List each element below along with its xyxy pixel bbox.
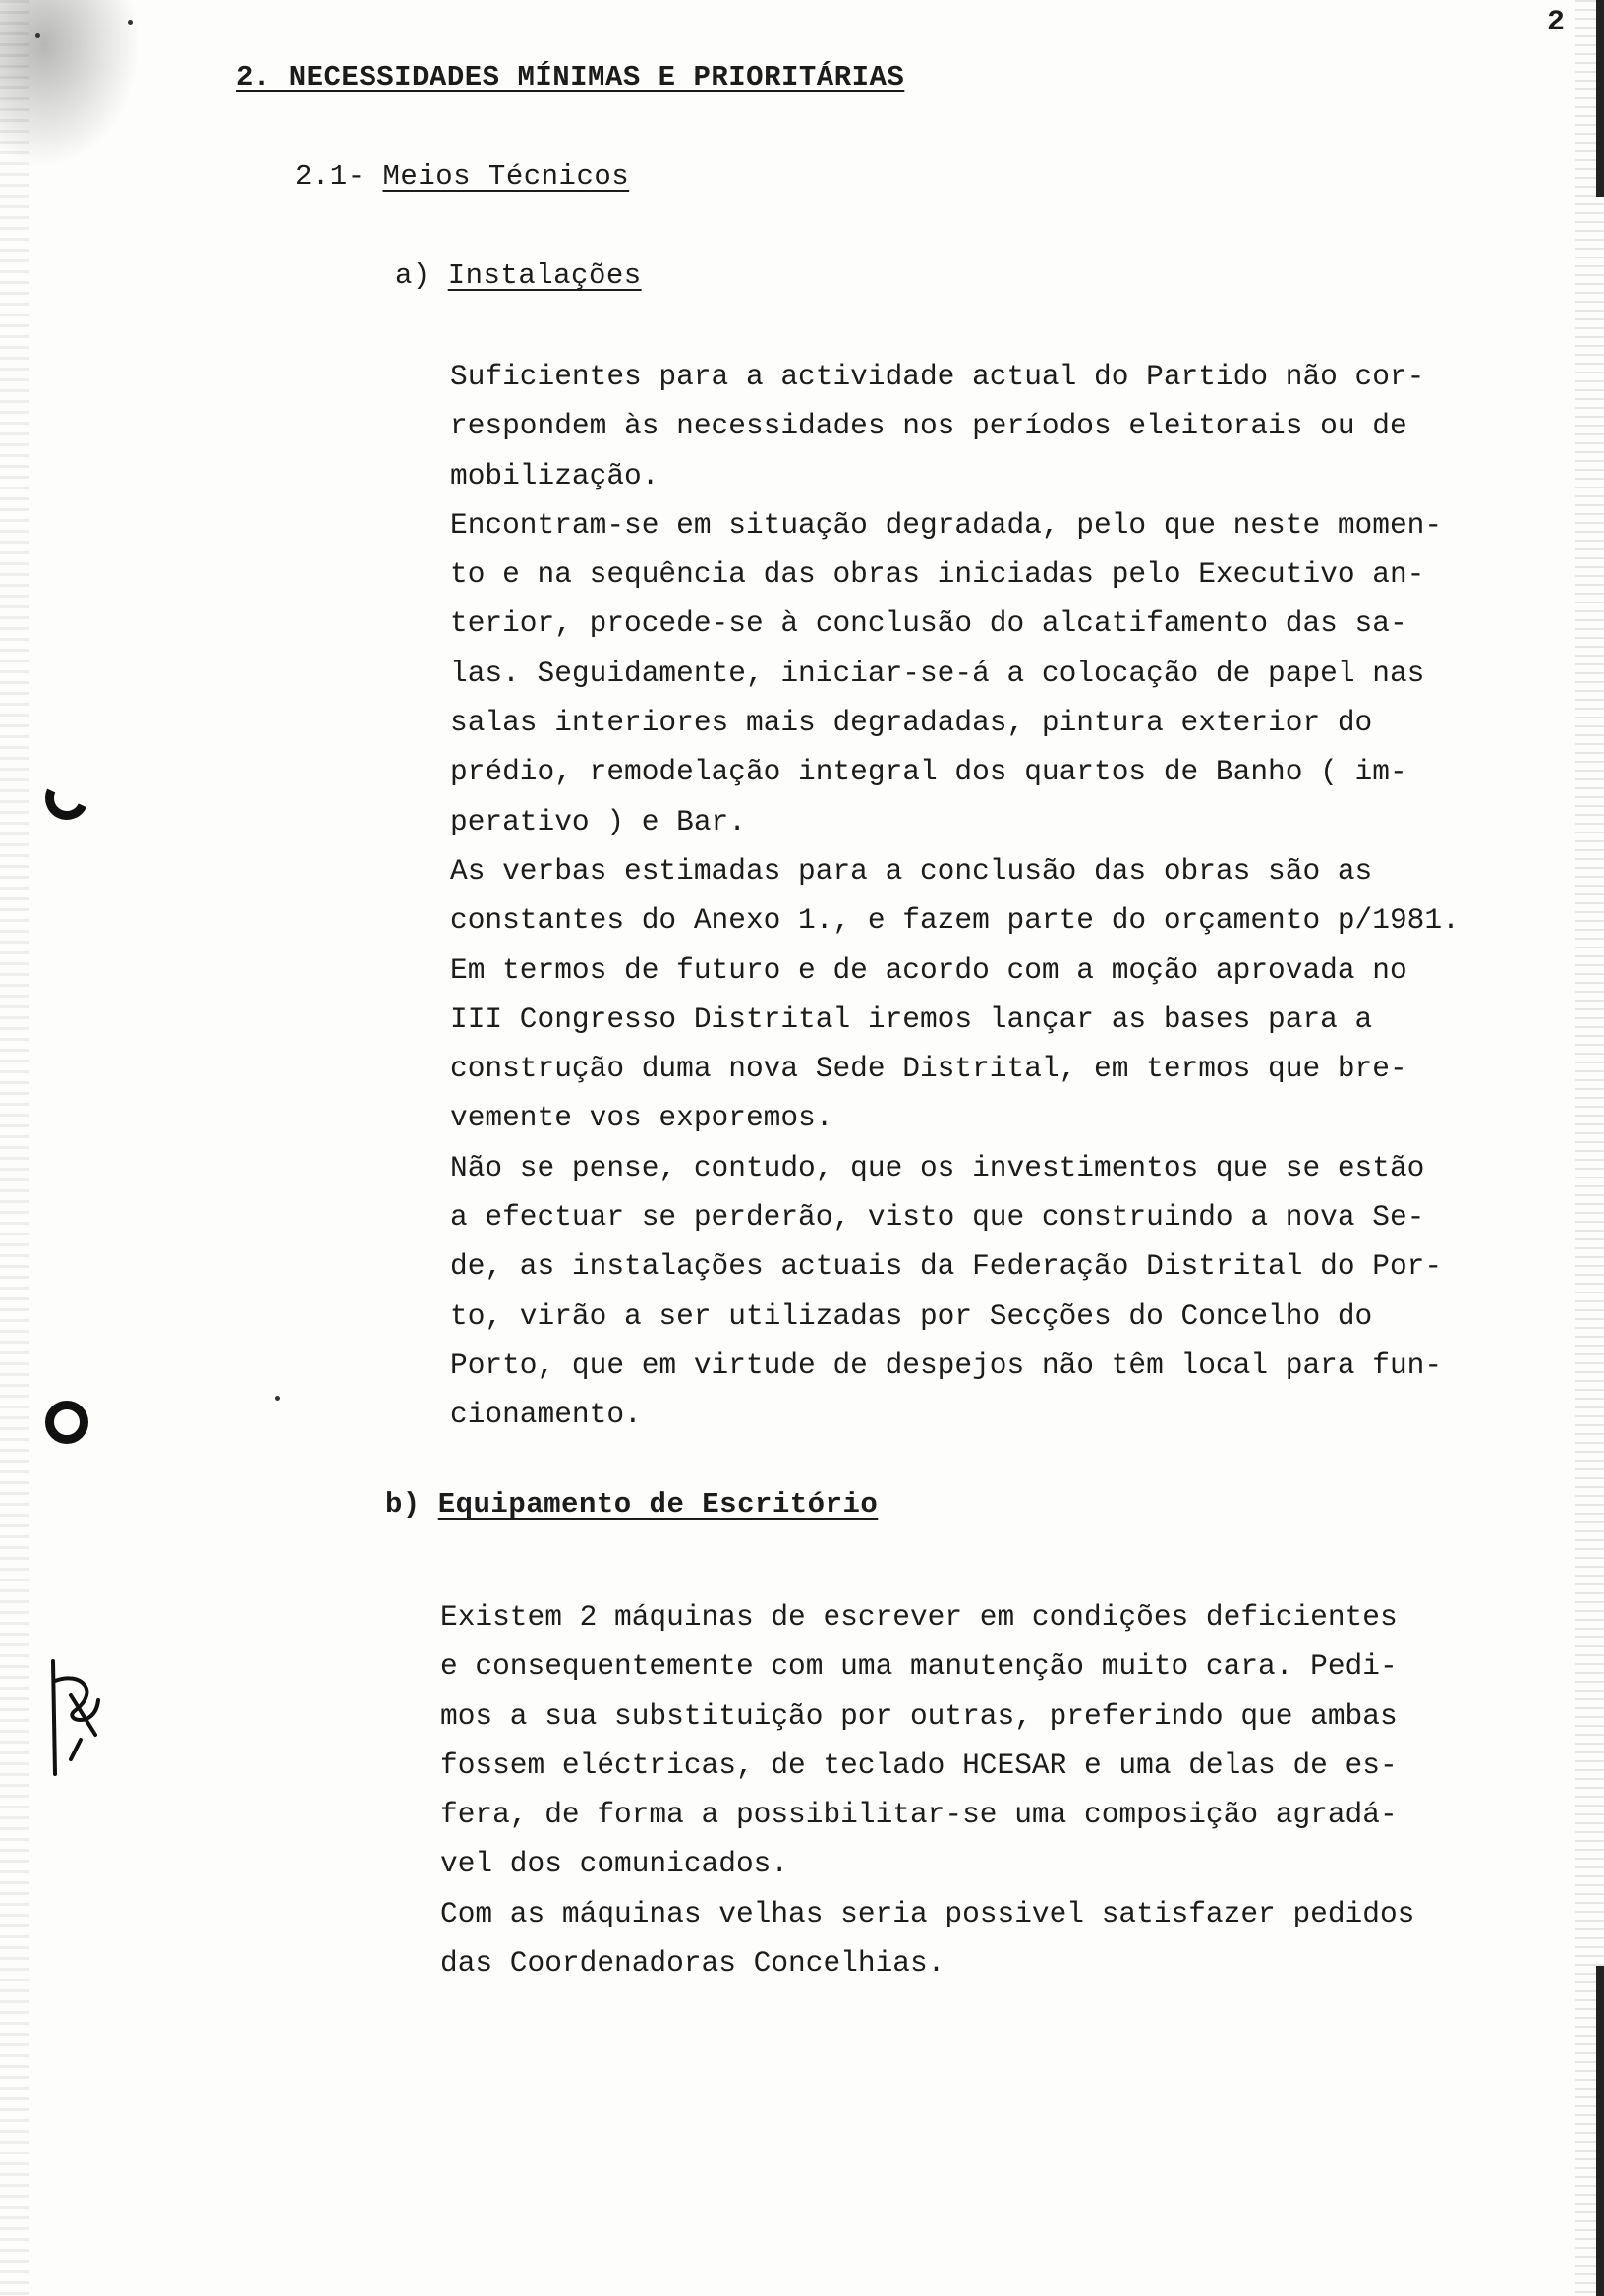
text-line: terior, procede-se à conclusão do alcatifamento das sa- (450, 606, 1407, 641)
text-line: das Coordenadoras Concelhias. (440, 1946, 945, 1980)
text-line: to, virão a ser utilizadas por Secções do Concelho do (450, 1298, 1373, 1333)
text-line: mobilização. (450, 458, 659, 492)
text-line: constantes do Anexo 1., e fazem parte do orçamento p/1981. (450, 903, 1460, 938)
paragraph-office-equipment (440, 1592, 1561, 1987)
text-line: de, as instalações actuais da Federação Distrital do Por- (450, 1249, 1443, 1284)
text-line: perativo ) e Bar. (450, 804, 746, 838)
text-line: prédio, remodelação integral dos quartos de Banho ( im- (450, 755, 1407, 789)
heading-installations (395, 259, 642, 292)
heading-title: Equipamento de Escritório (437, 1488, 879, 1521)
scan-left-edge (0, 0, 29, 2296)
heading-number: b) (385, 1488, 438, 1521)
scan-right-stripe-bottom (1596, 1966, 1604, 2296)
text-line: salas interiores mais degradadas, pintura exterior do (450, 706, 1373, 740)
text-line: Encontram-se em situação degradada, pelo que neste momen- (450, 507, 1443, 542)
text-line: mos a sua substituição por outras, preferindo que ambas (440, 1698, 1398, 1733)
initials-signature (41, 1651, 110, 1779)
heading-title: Meios Técnicos (382, 160, 630, 193)
heading-office-equipment (385, 1488, 878, 1521)
subsection-heading (295, 160, 629, 193)
text-line: fera, de forma a possibilitar-se uma composição agradá- (440, 1798, 1398, 1832)
binder-hole-bottom (45, 1401, 88, 1444)
binder-hole-top (39, 771, 94, 826)
text-line: fossem eléctricas, de teclado HCESAR e uma delas de es- (440, 1748, 1398, 1782)
text-line: As verbas estimadas para a conclusão das obras são as (450, 853, 1373, 888)
text-line: vel dos comunicados. (440, 1847, 789, 1881)
text-line: Em termos de futuro e de acordo com a moção aprovada no (450, 952, 1407, 987)
text-line: Não se pense, contudo, que os investimentos que se estão (450, 1150, 1425, 1184)
text-line: Suficientes para a actividade actual do Partido não cor- (450, 360, 1425, 393)
scan-corner-smudge (0, 0, 147, 177)
page-number: 2 (1546, 6, 1565, 39)
text-line: e consequentemente com uma manutenção muito cara. Pedi- (440, 1649, 1398, 1684)
heading-number: a) (395, 259, 448, 292)
text-line: Com as máquinas velhas seria possivel satisfazer pedidos (440, 1896, 1415, 1930)
scan-speck (128, 20, 133, 25)
text-line: las. Seguidamente, iniciar-se-á a colocação de papel nas (450, 656, 1425, 690)
text-line: Existem 2 máquinas de escrever em condições deficientes (440, 1600, 1398, 1634)
paragraph-installations (450, 352, 1571, 1440)
scan-speck (35, 33, 40, 38)
text-line: vemente vos exporemos. (450, 1101, 833, 1135)
scan-speck (275, 1396, 280, 1401)
scan-right-edge (1575, 0, 1604, 2296)
section-heading-main: 2. NECESSIDADES MÍNIMAS E PRIORITÁRIAS (236, 61, 905, 93)
text-line: III Congresso Distrital iremos lançar as bases para a (450, 1002, 1373, 1036)
scan-right-stripe-top (1596, 0, 1604, 197)
heading-number: 2.1- (295, 160, 383, 193)
subsection-heading-text (295, 160, 629, 193)
text-line: construção duma nova Sede Distrital, em termos que bre- (450, 1052, 1407, 1086)
text-line: respondem às necessidades nos períodos eleitorais ou de (450, 409, 1407, 443)
text-line: cionamento. (450, 1398, 642, 1432)
text-line: to e na sequência das obras iniciadas pelo Executivo an- (450, 557, 1425, 592)
text-line: a efectuar se perderão, visto que construindo a nova Se- (450, 1200, 1425, 1234)
heading-title: Instalações (447, 259, 642, 292)
text-line: Porto, que em virtude de despejos não têm local para fun- (450, 1348, 1443, 1382)
